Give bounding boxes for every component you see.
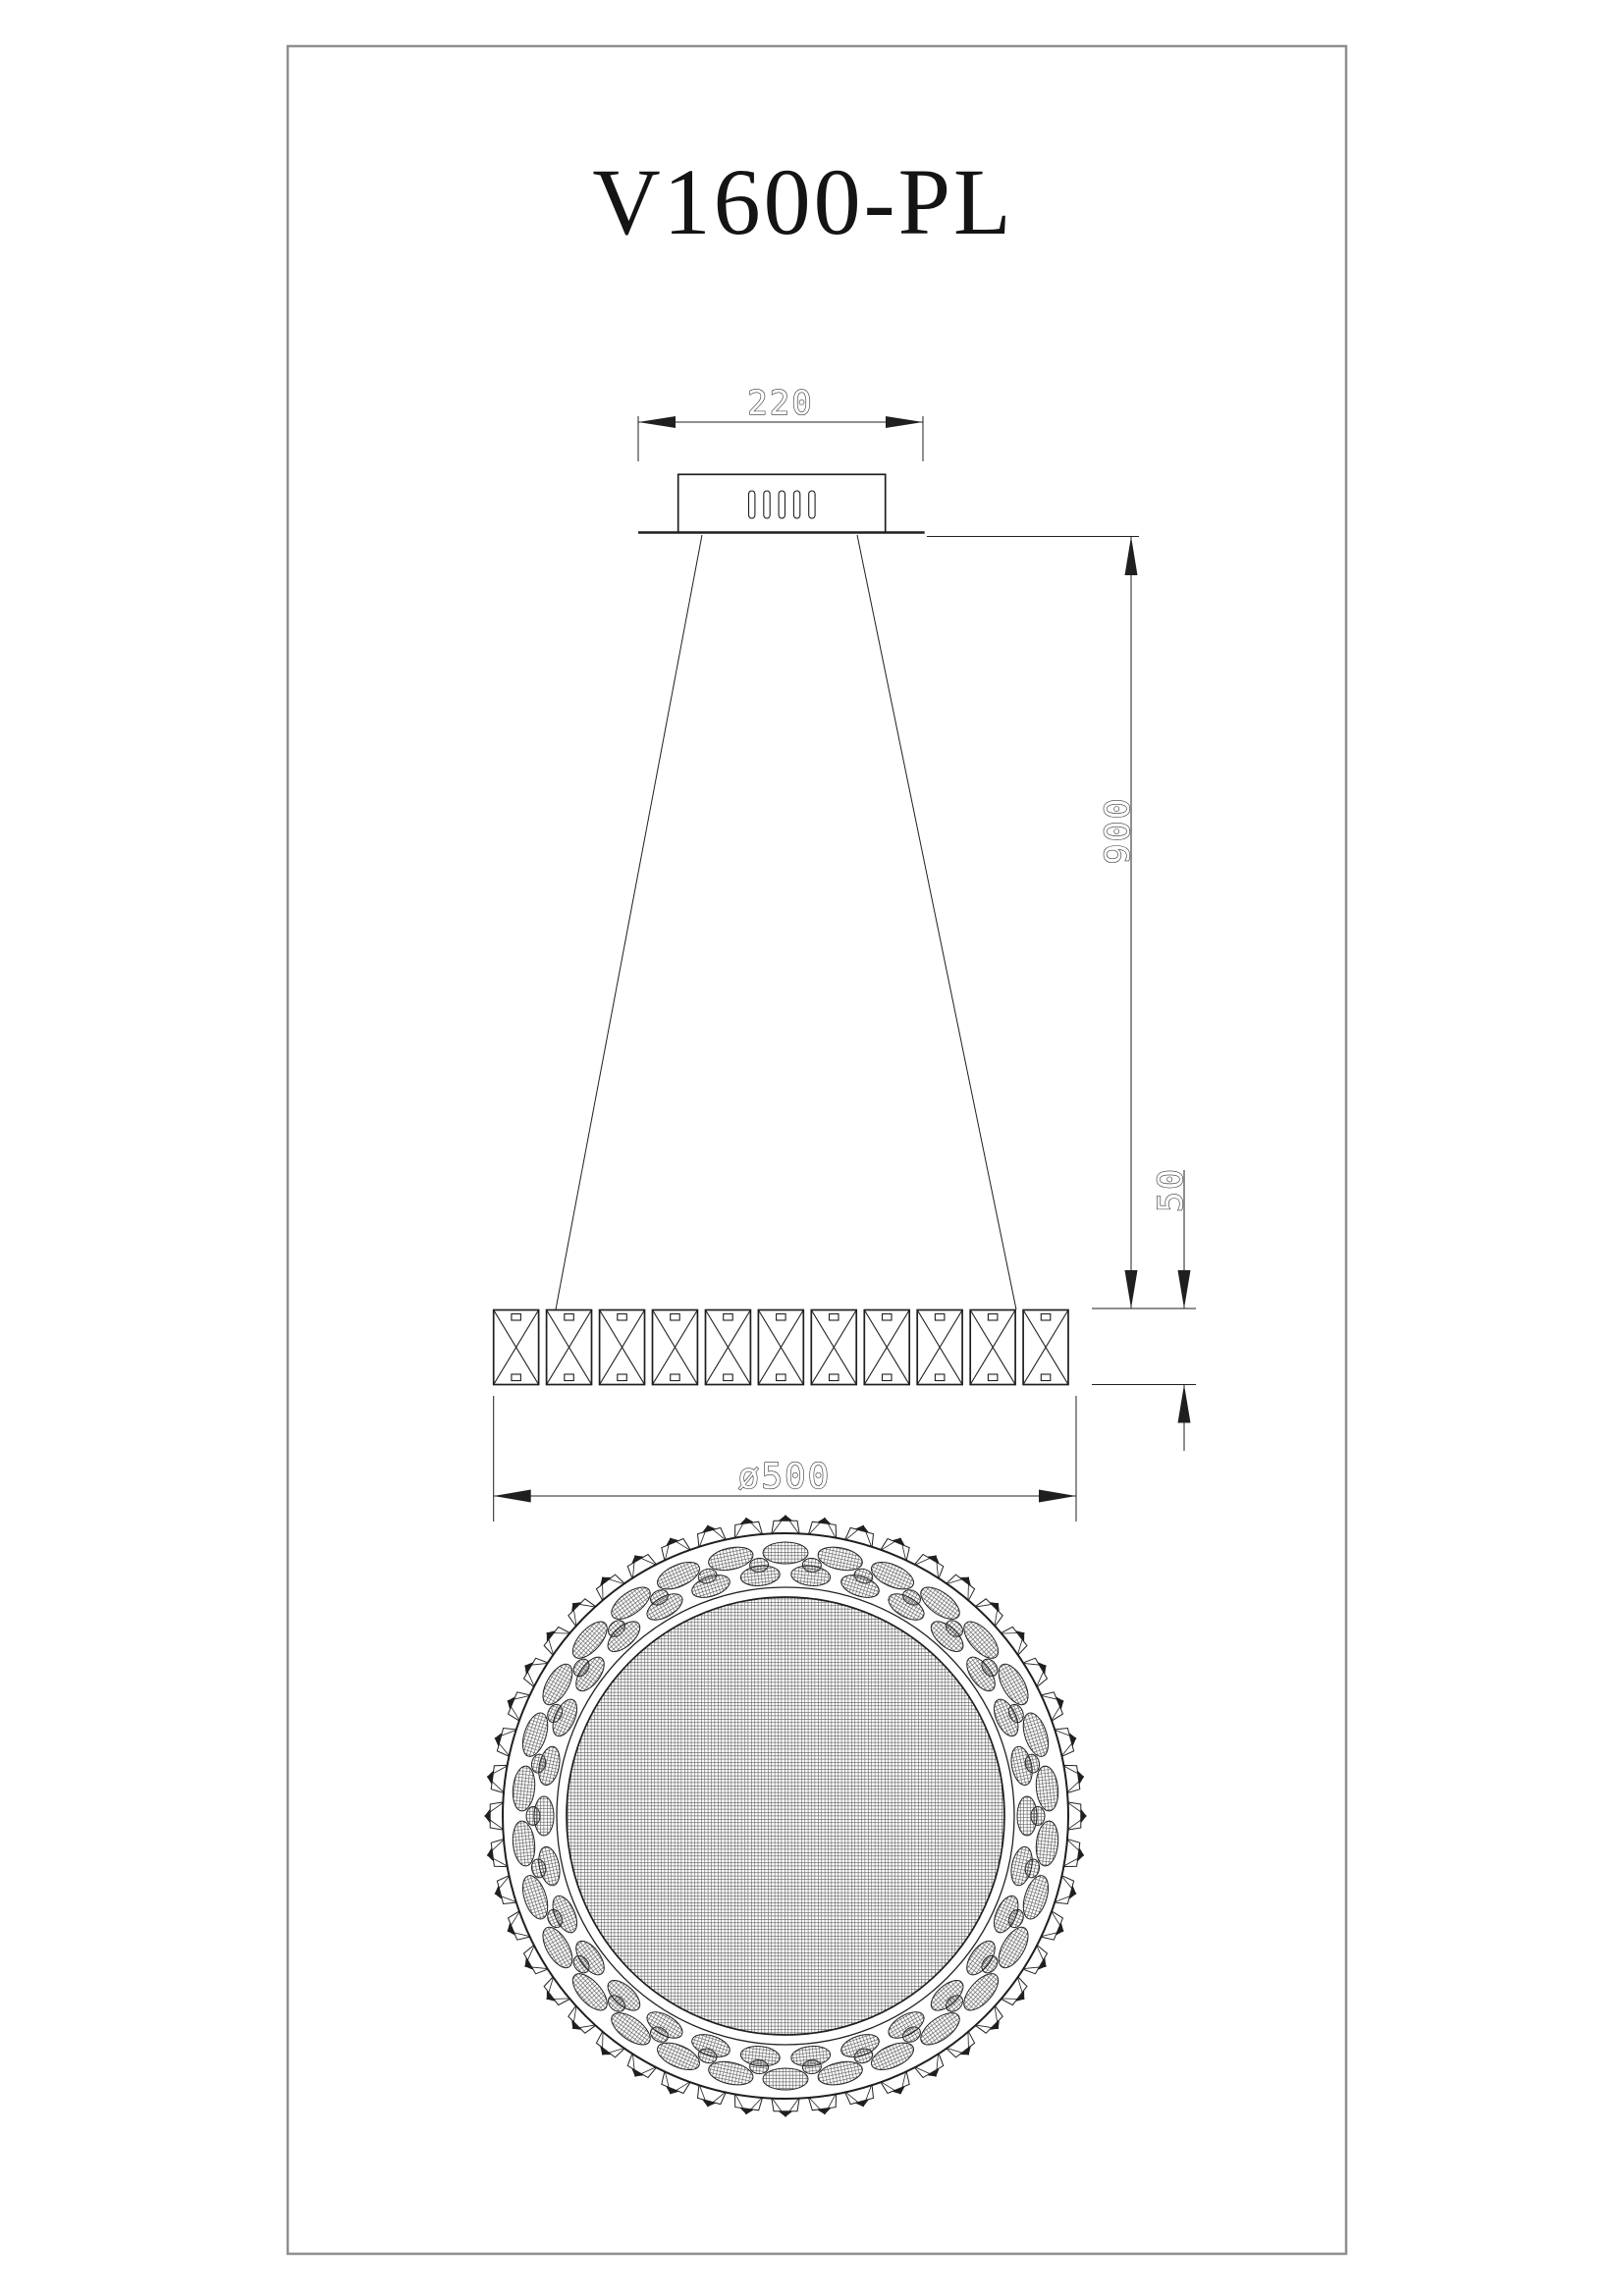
crystal-tooth [772, 1516, 800, 1535]
vent-slot [749, 491, 755, 518]
crystal-ring-side [494, 1310, 1068, 1385]
wire-right [857, 535, 1016, 1309]
extension-lines [1092, 1308, 1196, 1385]
dim-suspension-height-label: 900 [1099, 796, 1138, 865]
page-title: V1600-PL [592, 149, 1014, 254]
crystal-segment [600, 1310, 645, 1385]
vent-slot [809, 491, 815, 518]
tooth-tip [779, 2111, 792, 2117]
vent-slot [779, 491, 785, 518]
dim-ring-height-label: 50 [1152, 1166, 1191, 1213]
wire-left [556, 535, 702, 1309]
diffuser-disc [567, 1597, 1004, 2035]
dim-canopy-width-label: 220 [747, 384, 814, 423]
canopy-vent-slots [749, 491, 816, 518]
arrow-right-icon [1039, 1490, 1076, 1503]
crystal-segment [758, 1310, 803, 1385]
pebble [763, 2068, 808, 2090]
crystal-segment [970, 1310, 1015, 1385]
vent-slot [793, 491, 799, 518]
crystal-segment [811, 1310, 856, 1385]
crystal-tooth [485, 1802, 505, 1831]
pebble [763, 1542, 808, 1564]
front-view [494, 384, 1196, 1522]
tooth-tip [485, 1809, 491, 1823]
pebble [1017, 1796, 1037, 1836]
crystal-segment [706, 1310, 751, 1385]
arrow-down-icon [1178, 1270, 1191, 1308]
canopy [638, 474, 925, 532]
arrow-up-icon [1178, 1385, 1191, 1423]
crystal-segment [653, 1310, 698, 1385]
crystal-segment [917, 1310, 962, 1385]
pebble [534, 1796, 554, 1836]
top-view [485, 1516, 1087, 2117]
tooth-tip [779, 1516, 792, 1522]
dimension-ring-diameter [494, 1396, 1076, 1522]
crystal-tooth [1067, 1802, 1087, 1831]
dimension-suspension-height [927, 537, 1139, 1309]
arrow-up-icon [1125, 537, 1138, 576]
crystal-segment [547, 1310, 592, 1385]
tooth-tip [1081, 1809, 1087, 1823]
suspension-wires [556, 535, 1016, 1309]
arrow-left-icon [494, 1490, 531, 1503]
dim-ring-diameter-label: ø500 [737, 1457, 832, 1497]
crystal-tooth [772, 2098, 800, 2117]
arrow-right-icon [886, 416, 923, 428]
dimension-canopy-width [638, 384, 923, 461]
arrow-left-icon [638, 416, 676, 428]
dimension-ring-height [1092, 1167, 1196, 1451]
crystal-segment [864, 1310, 909, 1385]
crystal-segment [494, 1310, 539, 1385]
arrow-down-icon [1125, 1270, 1138, 1308]
vent-slot [764, 491, 770, 518]
crystal-segment [1023, 1310, 1068, 1385]
canopy-body [678, 474, 886, 532]
